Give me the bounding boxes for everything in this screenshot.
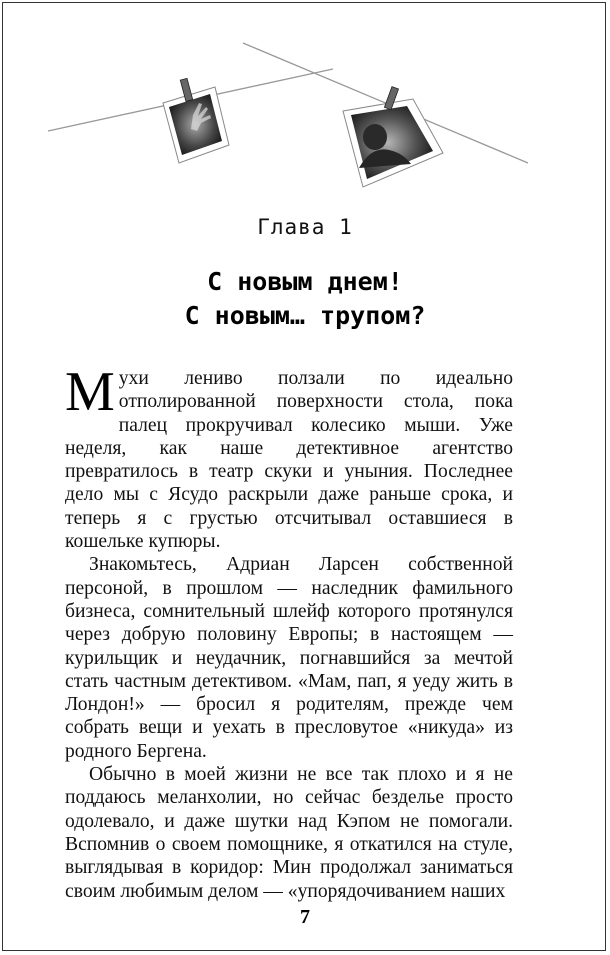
paragraph-text: ухи лениво ползали по идеально отполированной поверхности стола, пока палец прокручивал колесико мыши. Уже неделя, как наше детективное агентство превратилось в театр скуки и уныния. Последнее дело мы с Ясудо раскрыли даже раньше срока, и теперь я с грустью отсчитывал оставшиеся в кошельке купюры. (65, 368, 513, 553)
chapter-title-line-1: С новым днем! (207, 267, 403, 296)
paragraph: Обычно в моей жизни не все так плохо и я не поддаюсь меланхолии, но сейчас безделье просто одолевало, и даже шутки над Кэпом не помогали. Вспомнив о своем помощнике, я откатился на стуле, выглядывая в коридор: Мин продолжал заниматься своим любимым делом — «упорядочиванием наших (65, 764, 513, 902)
drop-cap: М (65, 361, 115, 423)
clothesline-photos-illustration (3, 3, 607, 203)
chapter-body (65, 361, 513, 903)
photo-handprint (163, 87, 229, 163)
photo-silhouette (343, 99, 443, 187)
chapter-title (3, 265, 607, 333)
chapter-title-line-2: С новым… трупом? (184, 301, 426, 330)
page-number: 7 (300, 906, 310, 928)
paragraph (65, 361, 513, 553)
chapter-label: Глава 1 (257, 215, 353, 239)
paragraph: Знакомьтесь, Адриан Ларсен собственной персоной, в прошлом — наследник фамильного бизнеса, сомнительный шлейф которого протянулся через добрую половину Европы; в настоящем — курильщик и неудачник, погнавшийся за мечтой стать частным детективом. «Мам, пап, я уеду жить в Лондон!» — бросил я родителям, прежде чем собрать вещи и уехать в пресловутое «никуда» из родного Бергена. (65, 554, 513, 762)
book-page (2, 2, 606, 951)
